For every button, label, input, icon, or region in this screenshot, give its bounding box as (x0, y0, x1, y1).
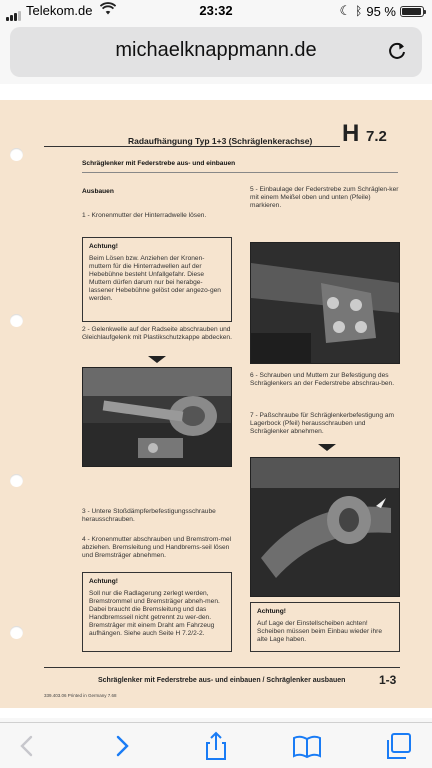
page-number: 1-3 (379, 673, 397, 687)
caution-2-title: Achtung! (89, 578, 118, 585)
header-rule (44, 146, 340, 147)
step-1: 1 - Kronenmutter der Hinterradwelle lösen. (82, 212, 207, 219)
photo-drive-shaft (82, 367, 232, 467)
caution-1-text: Beim Lösen bzw. Anziehen der Kronen-muttern für die Hinterradwellen auf der Hebebühne besteht Unfallgefahr. Diese Muttern dürfen darum nur bei herabge-lassener Hebebühne gelöst oder angezo-gen werden. (89, 255, 221, 302)
ausbauen-heading: Ausbauen (82, 188, 114, 195)
subtitle-rule (82, 172, 398, 173)
print-note: 339.403.06 Printed in Germany 7.68 (44, 693, 117, 698)
forward-icon[interactable] (105, 729, 139, 763)
binder-hole (10, 314, 23, 327)
photo-spring-strut (250, 242, 400, 364)
safari-toolbar (0, 722, 432, 768)
caution-box-1 (82, 237, 232, 322)
reload-icon[interactable] (386, 40, 408, 62)
share-icon[interactable] (199, 729, 233, 763)
caution-2-text: Soll nur die Radlagerung zerlegt werden, Bremstrommel und Bremsträger abneh-men. Dabei braucht die Bremsleitung und das Handbremsseil nicht getrennt zu wer-den. Bremsträger mit einem Draht am Fahrzeug aufhängen. Siehe auch Seite H 7.2/2-2. (89, 590, 220, 637)
url-text[interactable]: michaelknappmann.de (115, 39, 317, 61)
binder-hole (10, 626, 23, 639)
address-bar[interactable] (10, 27, 422, 77)
footer-title: Schräglenker mit Federstrebe aus- und einbauen / Schräglenker ausbauen (98, 677, 346, 684)
subtitle: Schräglenker mit Federstrebe aus- und einbauen (82, 160, 236, 167)
tabs-icon[interactable] (382, 729, 416, 763)
pointer-arrow (318, 444, 336, 451)
web-content[interactable] (0, 84, 432, 718)
bookmarks-icon[interactable] (290, 729, 324, 763)
binder-hole (10, 148, 23, 161)
step-6: 6 - Schrauben und Muttern zur Befestigung des Schräglenkers an der Federstrebe abschrau-ben. (250, 372, 395, 387)
caution-box-3 (250, 602, 400, 652)
caution-1-title: Achtung! (89, 243, 118, 250)
step-3: 3 - Untere Stoßdämpferbefestigungsschraube herausschrauben. (82, 508, 216, 523)
step-2: 2 - Gelenkwelle auf der Radseite abschrauben und Gleichlaufgelenk mit Plastikschutzkappe abdecken. (82, 326, 232, 341)
pointer-arrow (148, 356, 166, 363)
status-bar (0, 0, 432, 22)
binder-hole (10, 474, 23, 487)
moon-icon: ☾ (339, 3, 352, 18)
back-icon[interactable] (10, 729, 44, 763)
section-number: H 7.2 (342, 120, 387, 147)
photo-trailing-arm (250, 457, 400, 597)
step-4: 4 - Kronenmutter abschrauben und Bremstrom-mel abziehen. Bremsleitung und Handbrems-seil lösen und Bremsträger abnehmen. (82, 536, 232, 559)
carrier-label: Telekom.de (26, 3, 93, 18)
step-7: 7 - Paßschraube für Schräglenkerbefestigung am Lagerbock (Pfeil) herausschrauben und Schräglenker abnehmen. (250, 412, 395, 435)
battery-percent: 95 % (366, 3, 396, 19)
caution-3-text: Auf Lage der Einstellscheiben achten! Scheiben müssen beim Einbau wieder ihre alte Lage haben. (257, 620, 382, 643)
step-5: 5 - Einbaulage der Federstrebe zum Schräglen-ker mit einem Meißel oben und unten (Pfeile) markieren. (250, 186, 399, 209)
bluetooth-icon: ᛒ (355, 4, 363, 18)
footer-rule (44, 667, 400, 668)
caution-box-2 (82, 572, 232, 652)
battery-icon (400, 6, 424, 17)
manual-page (0, 100, 432, 708)
clock: 23:32 (199, 3, 233, 18)
caution-3-title: Achtung! (257, 608, 286, 615)
header-title: Radaufhängung Typ 1+3 (Schräglenkerachse) (128, 136, 313, 146)
